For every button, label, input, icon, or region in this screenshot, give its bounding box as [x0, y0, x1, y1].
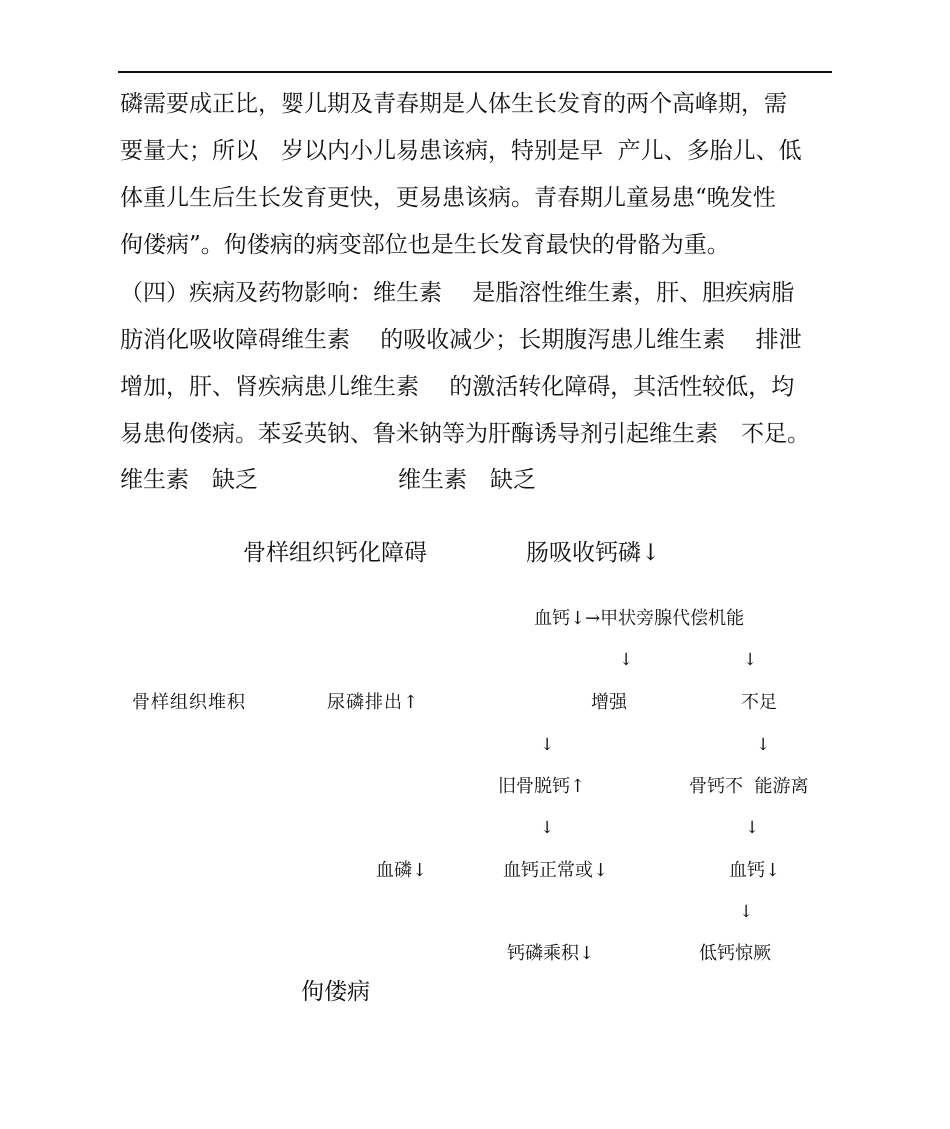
node-bone-calcium-release: 骨钙不 能游离 — [689, 776, 809, 797]
paragraph-line: 肪消化吸收障碍维生素 的吸收减少；长期腹泻患儿维生素 排泄 — [120, 327, 802, 353]
paragraph-line: 佝偻病”。佝偻病的病变部位也是生长发育最快的骨骼为重。 — [120, 232, 730, 258]
paragraph-line: 磷需要成正比，婴儿期及青春期是人体生长发育的两个高峰期，需 — [120, 91, 787, 117]
arrow-down-icon: ↓ — [540, 818, 555, 838]
arrow-down-icon: ↓ — [756, 735, 771, 755]
node-deficiency-right: 维生素 缺乏 — [398, 467, 536, 493]
paragraph-line: （四）疾病及药物影响：维生素 是脂溶性维生素，肝、胆疾病脂 — [120, 280, 795, 306]
arrow-down-icon: ↓ — [739, 902, 754, 922]
node-enhanced: 增强 — [591, 692, 627, 713]
paragraph-line: 要量大；所以 岁以内小儿易患该病，特别是早 产儿、多胎儿、低 — [120, 138, 802, 164]
node-deficiency-left: 维生素 缺乏 — [120, 467, 258, 493]
node-intestinal-absorption: 肠吸收钙磷↓ — [526, 540, 661, 566]
node-blood-calcium-normal-or-low: 血钙正常或↓ — [503, 860, 609, 881]
header-rule — [118, 71, 832, 73]
node-blood-calcium-low: 血钙↓ — [729, 860, 781, 881]
arrow-down-icon: ↓ — [619, 650, 634, 670]
arrow-down-icon: ↓ — [745, 818, 760, 838]
paragraph-line: 体重儿生后生长发育更快，更易患该病。青春期儿童易患“晚发性 — [120, 185, 776, 211]
node-ca-p-product: 钙磷乘积↓ — [507, 943, 595, 964]
node-rickets: 佝偻病 — [301, 979, 370, 1005]
arrow-down-icon: ↓ — [743, 650, 758, 670]
node-old-bone-decalcification: 旧骨脱钙↑ — [498, 776, 586, 797]
node-osteoid-calcification: 骨样组织钙化障碍 — [243, 540, 427, 566]
paragraph-line: 增加，肝、肾疾病患儿维生素 的激活转化障碍，其活性较低，均 — [120, 374, 795, 400]
node-blood-calcium-pth: 血钙↓→甲状旁腺代偿机能 — [534, 608, 745, 629]
node-blood-phosphorus: 血磷↓ — [376, 860, 428, 881]
arrow-down-icon: ↓ — [540, 735, 555, 755]
node-osteoid-accumulation: 骨样组织堆积 — [132, 692, 246, 713]
node-insufficient: 不足 — [741, 692, 777, 713]
node-urine-phosphorus: 尿磷排出↑ — [327, 692, 420, 713]
paragraph-line: 易患佝偻病。苯妥英钠、鲁米钠等为肝酶诱导剂引起维生素 不足。 — [120, 421, 810, 447]
node-hypocalcemic-tetany: 低钙惊厥 — [699, 943, 771, 964]
